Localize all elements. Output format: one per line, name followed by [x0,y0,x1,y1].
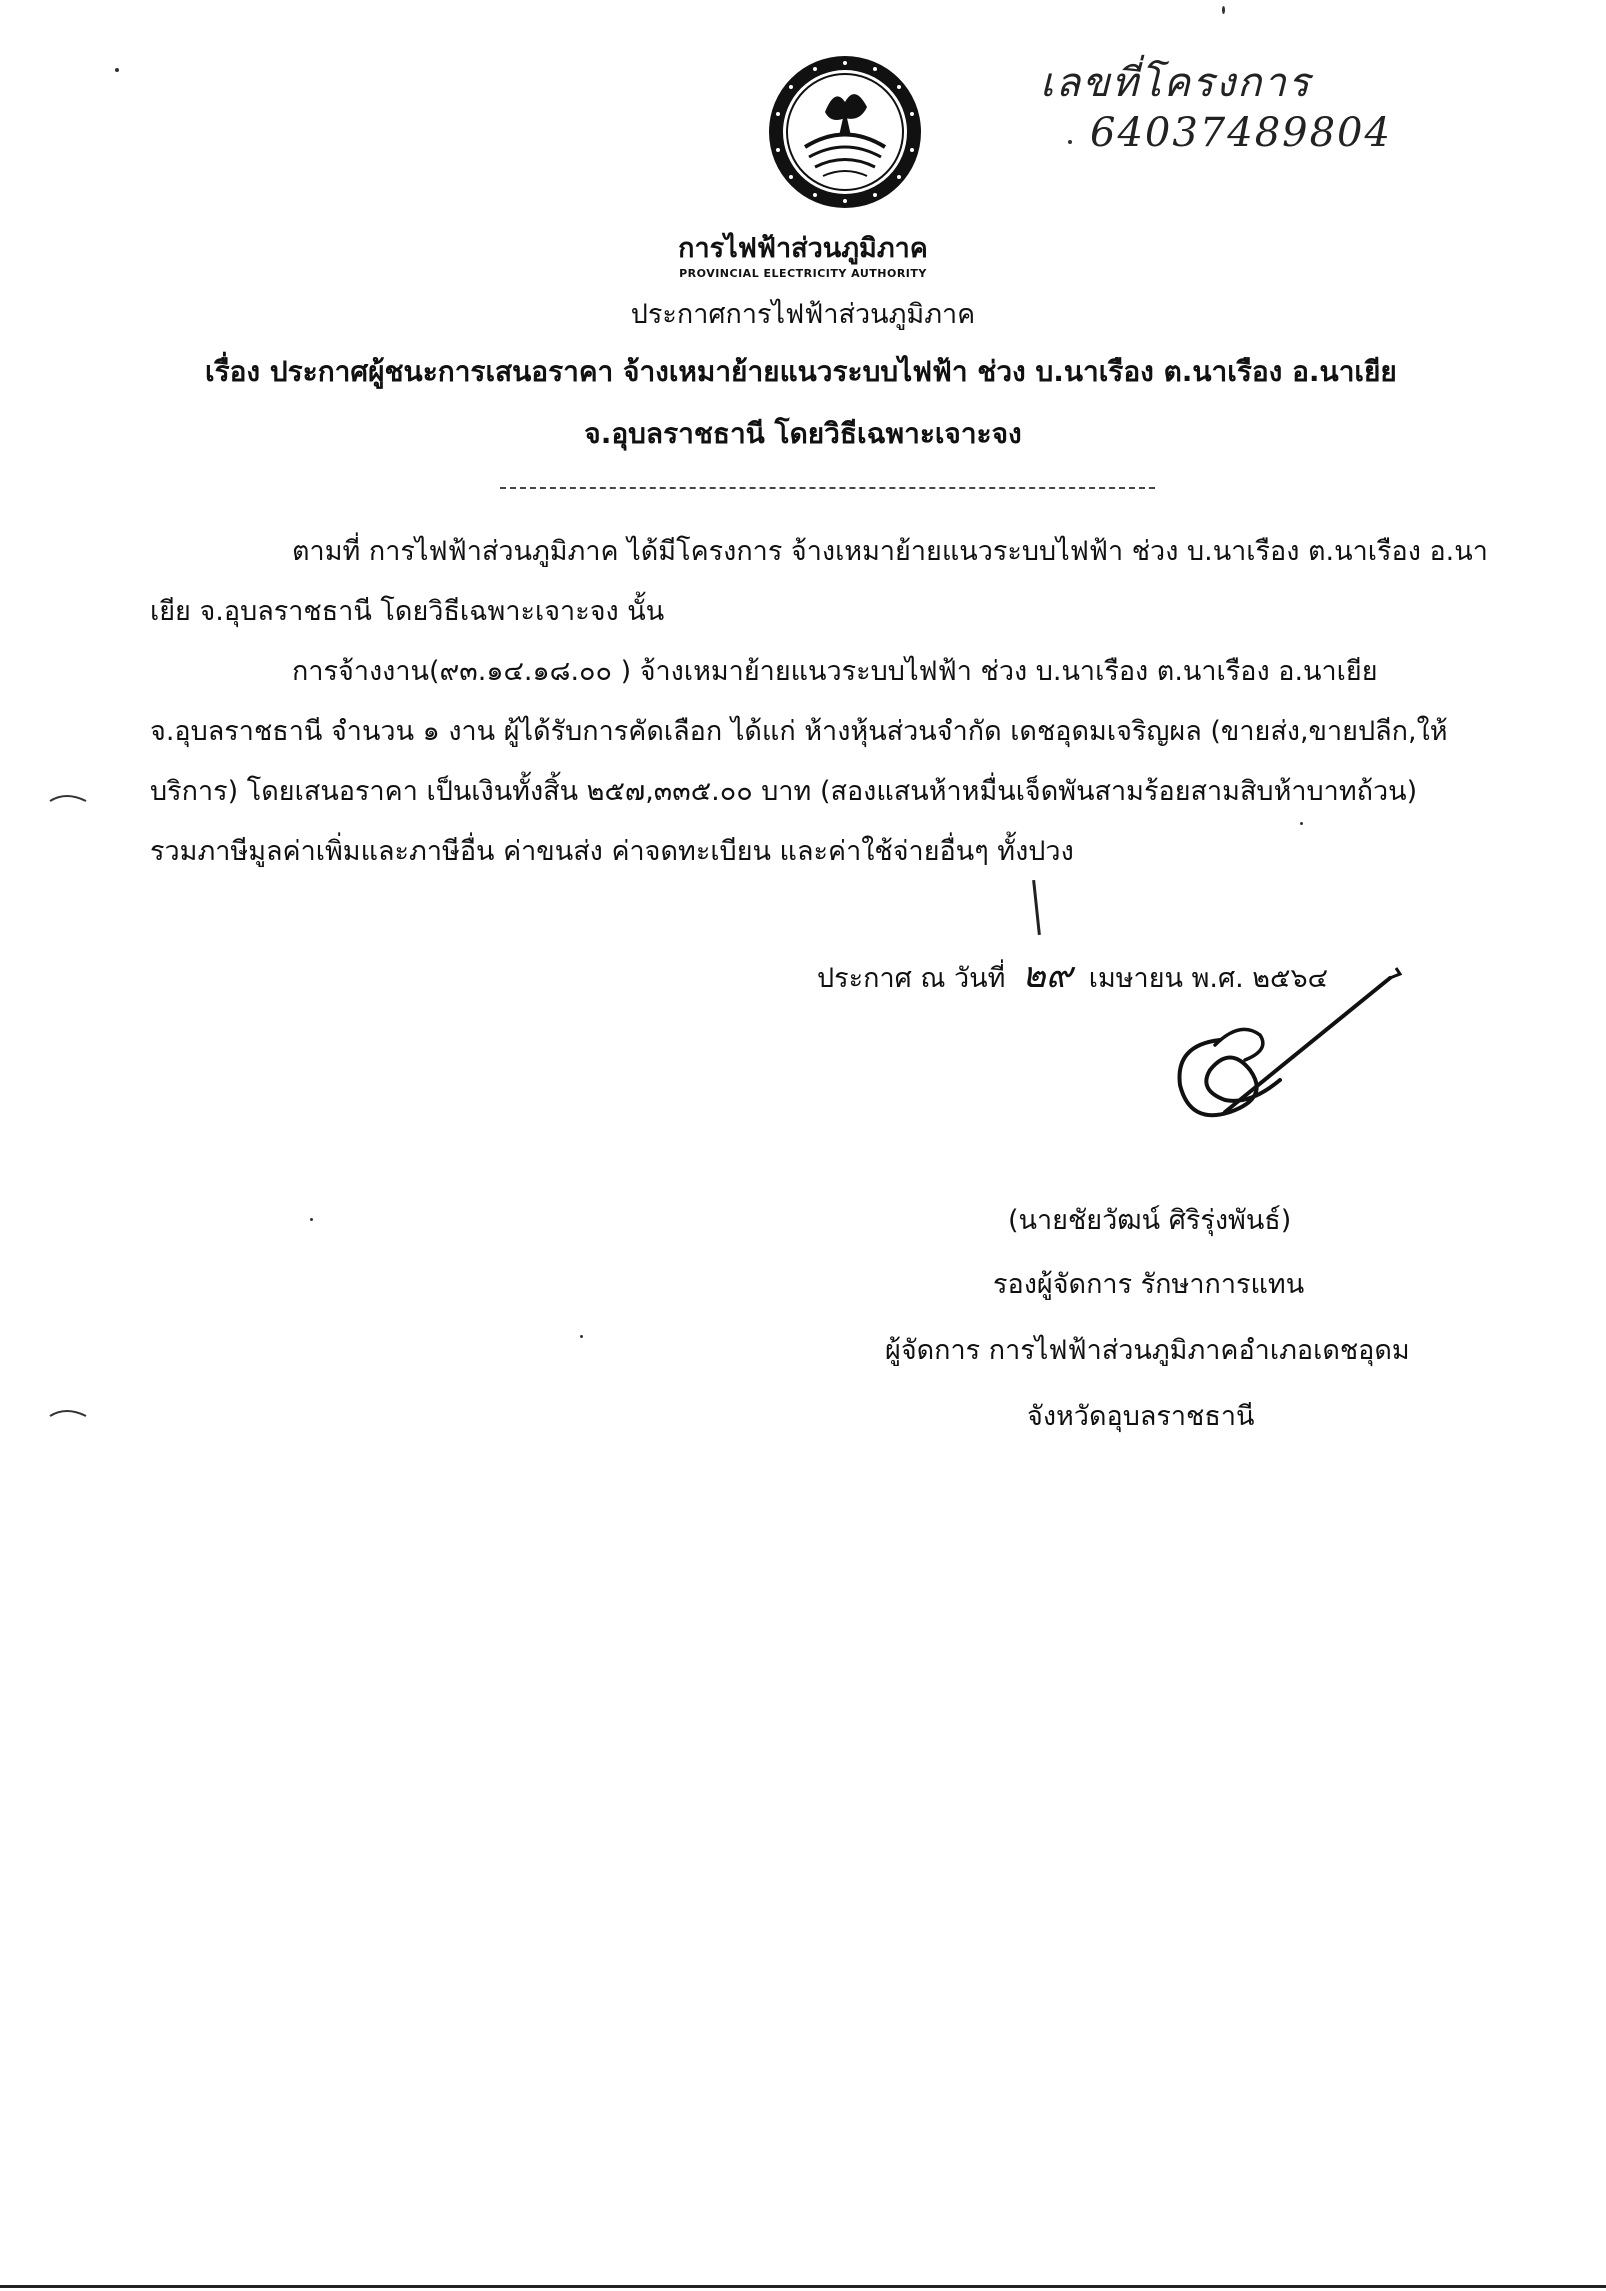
signatory-position-1: รองผู้จัดการ รักษาการแทน [993,1269,1305,1300]
pea-emblem-icon [765,52,925,212]
scan-artifact [48,790,88,804]
date-prefix: ประกาศ ณ วันที่ [817,963,1006,994]
paragraph-1-line-1: ตามที่ การไฟฟ้าส่วนภูมิภาค ได้มีโครงการ จ้างเหมาย้ายแนวระบบไฟฟ้า ช่วง บ.นาเรือง ต.นาเรือง อ.นา [292,536,1488,567]
dashed-divider [500,487,1155,489]
paragraph-2-line-1: การจ้างงาน(๙๓.๑๔.๑๘.๐๐ ) จ้างเหมาย้ายแนวระบบไฟฟ้า ช่วง บ.นาเรือง ต.นาเรือง อ.นาเยีย [292,656,1378,687]
scan-speck [1068,140,1072,144]
scan-speck [1300,822,1303,825]
handwritten-project-label: เลขที่โครงการ [1040,60,1312,106]
scan-artifact [48,1405,88,1419]
org-name-thai: การไฟฟ้าส่วนภูมิภาค [678,233,928,264]
bottom-scan-edge [0,2285,1606,2288]
announcement-title: ประกาศการไฟฟ้าส่วนภูมิภาค [630,299,976,330]
paragraph-2-line-2: จ.อุบลราชธานี จำนวน ๑ งาน ผู้ได้รับการคัดเลือก ได้แก่ ห้างหุ้นส่วนจำกัด เดชอุดมเจริญผล (ขายส่ง,ขายปลีก,ให้ [150,716,1448,747]
signatory-name: (นายชัยวัฒน์ ศิริรุ่งพันธ์) [1008,1205,1292,1236]
scan-speck [310,1218,313,1221]
paragraph-1-line-2: เยีย จ.อุบลราชธานี โดยวิธีเฉพาะเจาะจง นั้น [150,596,665,627]
handwritten-signature-icon [1120,950,1410,1140]
scan-speck [115,68,119,72]
org-name-english: PROVINCIAL ELECTRICITY AUTHORITY [679,267,927,280]
signatory-position-2: ผู้จัดการ การไฟฟ้าส่วนภูมิภาคอำเภอเดชอุดม [885,1335,1410,1366]
subject-line-1: เรื่อง ประกาศผู้ชนะการเสนอราคา จ้างเหมาย้ายแนวระบบไฟฟ้า ช่วง บ.นาเรือง ต.นาเรือง อ.นาเยีย [205,355,1397,388]
date-day: ๒๙ [1022,955,1073,996]
subject-line-2: จ.อุบลราชธานี โดยวิธีเฉพาะเจาะจง [584,417,1022,450]
signatory-position-3: จังหวัดอุบลราชธานี [1027,1401,1255,1432]
scan-speck [1222,6,1225,14]
date-pen-mark [1032,880,1041,935]
paragraph-2-line-3: บริการ) โดยเสนอราคา เป็นเงินทั้งสิ้น ๒๕๗,๓๓๕.๐๐ บาท (สองแสนห้าหมื่นเจ็ดพันสามร้อยสามสิบห้าบาทถ้วน) [150,776,1418,807]
handwritten-project-number: 64037489804 [1090,110,1392,156]
date-suffix: เมษายน พ.ศ. ๒๕๖๔ [1088,963,1329,994]
paragraph-2-line-4: รวมภาษีมูลค่าเพิ่มและภาษีอื่น ค่าขนส่ง ค่าจดทะเบียน และค่าใช้จ่ายอื่นๆ ทั้งปวง [150,836,1074,867]
scan-speck [580,1335,583,1338]
